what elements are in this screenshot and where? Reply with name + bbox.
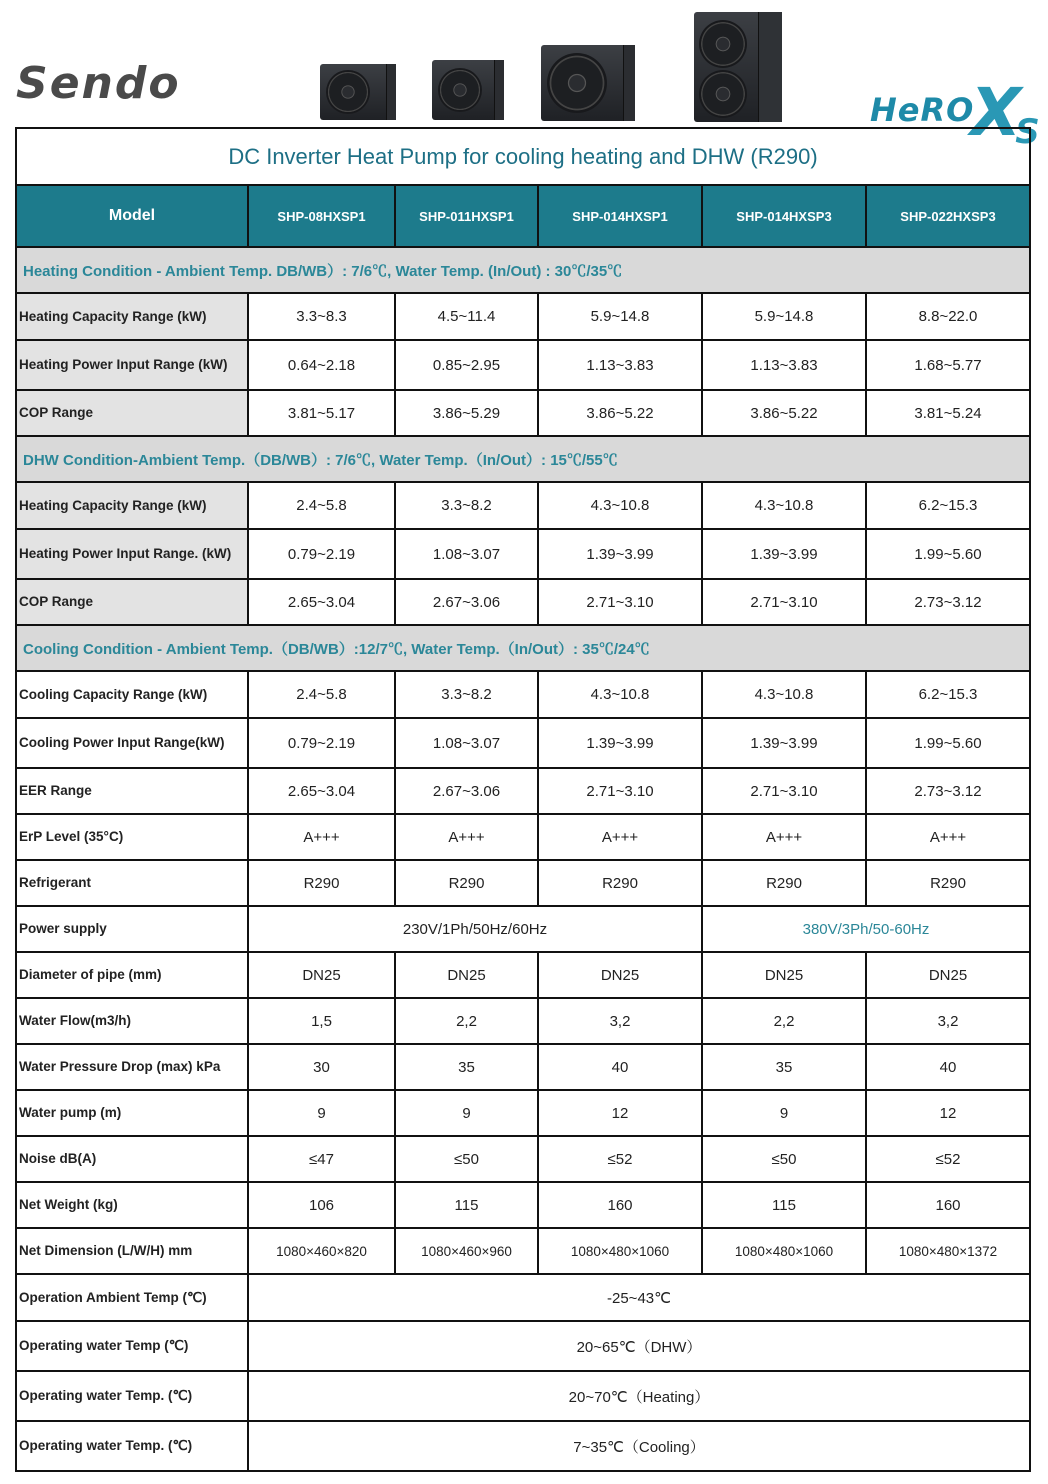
cell-value: 160	[866, 1182, 1030, 1228]
cell-value: 8.8~22.0	[866, 293, 1030, 340]
cell-value: 40	[866, 1044, 1030, 1090]
table-row	[16, 482, 1030, 529]
cell-value: 1.13~3.83	[702, 340, 866, 390]
cell-value: 1.39~3.99	[702, 529, 866, 579]
cell-value: 160	[538, 1182, 702, 1228]
cell-value: 2.4~5.8	[248, 671, 395, 718]
row-label: Power supply	[16, 906, 248, 952]
cell-value: 2.71~3.10	[702, 768, 866, 814]
cell-value: 1080×480×1060	[538, 1228, 702, 1274]
table-row	[16, 1321, 1030, 1371]
heat-pump-unit-image-4	[694, 12, 782, 122]
cell-value: DN25	[702, 952, 866, 998]
table-title: DC Inverter Heat Pump for cooling heating and DHW (R290)	[16, 128, 1030, 185]
cell-value: 9	[702, 1090, 866, 1136]
cell-value: 2.4~5.8	[248, 482, 395, 529]
cell-value: 3.3~8.3	[248, 293, 395, 340]
row-label: Refrigerant	[16, 860, 248, 906]
cell-value: 0.64~2.18	[248, 340, 395, 390]
cell-value: 6.2~15.3	[866, 482, 1030, 529]
cell-value: DN25	[866, 952, 1030, 998]
model-name: SHP-011HXSP1	[395, 185, 538, 247]
cell-value: A+++	[248, 814, 395, 860]
table-row	[16, 1136, 1030, 1182]
cell-value: 2.67~3.06	[395, 768, 538, 814]
row-label: Cooling Power Input Range(kW)	[16, 718, 248, 768]
cell-value: 1080×480×1372	[866, 1228, 1030, 1274]
table-row	[16, 998, 1030, 1044]
operation-value: -25~43℃	[248, 1274, 1030, 1321]
row-label: Operating water Temp. (℃)	[16, 1421, 248, 1471]
cell-value: DN25	[248, 952, 395, 998]
table-row	[16, 906, 1030, 952]
row-label: Water Pressure Drop (max) kPa	[16, 1044, 248, 1090]
cell-value: 5.9~14.8	[702, 293, 866, 340]
model-header-row	[16, 185, 1030, 247]
row-label: Noise dB(A)	[16, 1136, 248, 1182]
table-row	[16, 579, 1030, 625]
cell-value: R290	[248, 860, 395, 906]
cell-value: 115	[702, 1182, 866, 1228]
row-label: Heating Capacity Range (kW)	[16, 293, 248, 340]
model-label: Model	[16, 185, 248, 247]
cell-value: A+++	[395, 814, 538, 860]
cell-value: 3.86~5.22	[702, 390, 866, 436]
row-label: Cooling Capacity Range (kW)	[16, 671, 248, 718]
model-name: SHP-08HXSP1	[248, 185, 395, 247]
cell-value: 1.99~5.60	[866, 529, 1030, 579]
row-label: Heating Capacity Range (kW)	[16, 482, 248, 529]
model-name: SHP-022HXSP3	[866, 185, 1030, 247]
row-label: COP Range	[16, 579, 248, 625]
table-row	[16, 1228, 1030, 1274]
section-header-row	[16, 247, 1030, 293]
cell-value: 2.71~3.10	[538, 768, 702, 814]
cell-value: ≤50	[702, 1136, 866, 1182]
cell-value: 4.5~11.4	[395, 293, 538, 340]
row-label: Operation Ambient Temp (℃)	[16, 1274, 248, 1321]
cell-value: R290	[702, 860, 866, 906]
cell-value: 35	[702, 1044, 866, 1090]
table-row	[16, 952, 1030, 998]
cell-value: 2.73~3.12	[866, 768, 1030, 814]
table-row	[16, 1421, 1030, 1471]
cell-value: 5.9~14.8	[538, 293, 702, 340]
cell-value: 0.79~2.19	[248, 718, 395, 768]
section-header: DHW Condition-Ambient Temp.（DB/WB）: 7/6℃, Water Temp.（In/Out）: 15℃/55℃	[16, 436, 1030, 482]
row-label: Operating water Temp. (℃)	[16, 1371, 248, 1421]
heat-pump-unit-image-2	[432, 60, 504, 120]
cell-value: 115	[395, 1182, 538, 1228]
row-label: Net Weight (kg)	[16, 1182, 248, 1228]
cell-value: 2,2	[395, 998, 538, 1044]
cell-value: 3.86~5.22	[538, 390, 702, 436]
section-header-row	[16, 436, 1030, 482]
cell-value: 4.3~10.8	[702, 482, 866, 529]
page-header	[0, 0, 1048, 152]
cell-value: ≤52	[538, 1136, 702, 1182]
model-name: SHP-014HXSP3	[702, 185, 866, 247]
model-name: SHP-014HXSP1	[538, 185, 702, 247]
table-row	[16, 340, 1030, 390]
table-row	[16, 860, 1030, 906]
cell-value: 2,2	[702, 998, 866, 1044]
section-header: Cooling Condition - Ambient Temp.（DB/WB）:12/7℃, Water Temp.（In/Out）: 35℃/24℃	[16, 625, 1030, 671]
cell-value: A+++	[866, 814, 1030, 860]
cell-value: 35	[395, 1044, 538, 1090]
cell-value: 6.2~15.3	[866, 671, 1030, 718]
heat-pump-unit-image-3	[541, 45, 635, 121]
cell-value: 3.3~8.2	[395, 482, 538, 529]
spec-table	[15, 127, 1031, 1472]
cell-value: 1.99~5.60	[866, 718, 1030, 768]
operation-value: 20~65℃（DHW）	[248, 1321, 1030, 1371]
cell-value: DN25	[538, 952, 702, 998]
heat-pump-unit-image-1	[320, 64, 396, 120]
row-label: ErP Level (35°C)	[16, 814, 248, 860]
cell-value: 2.73~3.12	[866, 579, 1030, 625]
row-label: Water Flow(m3/h)	[16, 998, 248, 1044]
cell-value: ≤50	[395, 1136, 538, 1182]
herox-series-logo: HeROXS	[870, 74, 1040, 152]
cell-value: 1.39~3.99	[702, 718, 866, 768]
row-label: COP Range	[16, 390, 248, 436]
cell-value: 1080×460×960	[395, 1228, 538, 1274]
table-row	[16, 1371, 1030, 1421]
cell-value: 1.68~5.77	[866, 340, 1030, 390]
cell-value: A+++	[702, 814, 866, 860]
table-row	[16, 293, 1030, 340]
sendo-logo: Sendo	[16, 58, 181, 109]
cell-value: 1.08~3.07	[395, 529, 538, 579]
table-row	[16, 1274, 1030, 1321]
cell-value: 106	[248, 1182, 395, 1228]
table-row	[16, 1090, 1030, 1136]
operation-value: 7~35℃（Cooling）	[248, 1421, 1030, 1471]
operation-value: 20~70℃（Heating）	[248, 1371, 1030, 1421]
cell-value: 1080×460×820	[248, 1228, 395, 1274]
cell-value: 3.86~5.29	[395, 390, 538, 436]
cell-value: 9	[395, 1090, 538, 1136]
cell-value: 40	[538, 1044, 702, 1090]
table-row	[16, 1182, 1030, 1228]
cell-value: 2.65~3.04	[248, 768, 395, 814]
cell-value: ≤47	[248, 1136, 395, 1182]
cell-value: 3.81~5.17	[248, 390, 395, 436]
cell-value: A+++	[538, 814, 702, 860]
table-title-row	[16, 128, 1030, 185]
cell-value: 30	[248, 1044, 395, 1090]
cell-value: 1080×480×1060	[702, 1228, 866, 1274]
power-supply-three-phase: 380V/3Ph/50-60Hz	[702, 906, 1030, 952]
cell-value: 2.67~3.06	[395, 579, 538, 625]
cell-value: R290	[866, 860, 1030, 906]
section-header: Heating Condition - Ambient Temp. DB/WB）: 7/6℃, Water Temp. (In/Out) : 30℃/35℃	[16, 247, 1030, 293]
cell-value: 0.85~2.95	[395, 340, 538, 390]
cell-value: R290	[395, 860, 538, 906]
cell-value: 4.3~10.8	[538, 482, 702, 529]
row-label: Net Dimension (L/W/H) mm	[16, 1228, 248, 1274]
cell-value: 3,2	[538, 998, 702, 1044]
row-label: Water pump (m)	[16, 1090, 248, 1136]
cell-value: 1.13~3.83	[538, 340, 702, 390]
section-header-row	[16, 625, 1030, 671]
cell-value: 1,5	[248, 998, 395, 1044]
table-row	[16, 1044, 1030, 1090]
cell-value: 9	[248, 1090, 395, 1136]
cell-value: 1.39~3.99	[538, 718, 702, 768]
cell-value: 4.3~10.8	[538, 671, 702, 718]
cell-value: 3.81~5.24	[866, 390, 1030, 436]
cell-value: 3.3~8.2	[395, 671, 538, 718]
cell-value: 1.39~3.99	[538, 529, 702, 579]
table-row	[16, 529, 1030, 579]
cell-value: 2.71~3.10	[702, 579, 866, 625]
cell-value: DN25	[395, 952, 538, 998]
cell-value: 12	[538, 1090, 702, 1136]
cell-value: 3,2	[866, 998, 1030, 1044]
row-label: Heating Power Input Range. (kW)	[16, 529, 248, 579]
table-row	[16, 768, 1030, 814]
row-label: Diameter of pipe (mm)	[16, 952, 248, 998]
power-supply-single-phase: 230V/1Ph/50Hz/60Hz	[248, 906, 702, 952]
row-label: EER Range	[16, 768, 248, 814]
row-label: Operating water Temp (℃)	[16, 1321, 248, 1371]
cell-value: 2.71~3.10	[538, 579, 702, 625]
table-row	[16, 390, 1030, 436]
row-label: Heating Power Input Range (kW)	[16, 340, 248, 390]
cell-value: ≤52	[866, 1136, 1030, 1182]
table-row	[16, 814, 1030, 860]
table-row	[16, 718, 1030, 768]
table-row	[16, 671, 1030, 718]
cell-value: 2.65~3.04	[248, 579, 395, 625]
cell-value: R290	[538, 860, 702, 906]
cell-value: 12	[866, 1090, 1030, 1136]
cell-value: 0.79~2.19	[248, 529, 395, 579]
cell-value: 1.08~3.07	[395, 718, 538, 768]
cell-value: 4.3~10.8	[702, 671, 866, 718]
